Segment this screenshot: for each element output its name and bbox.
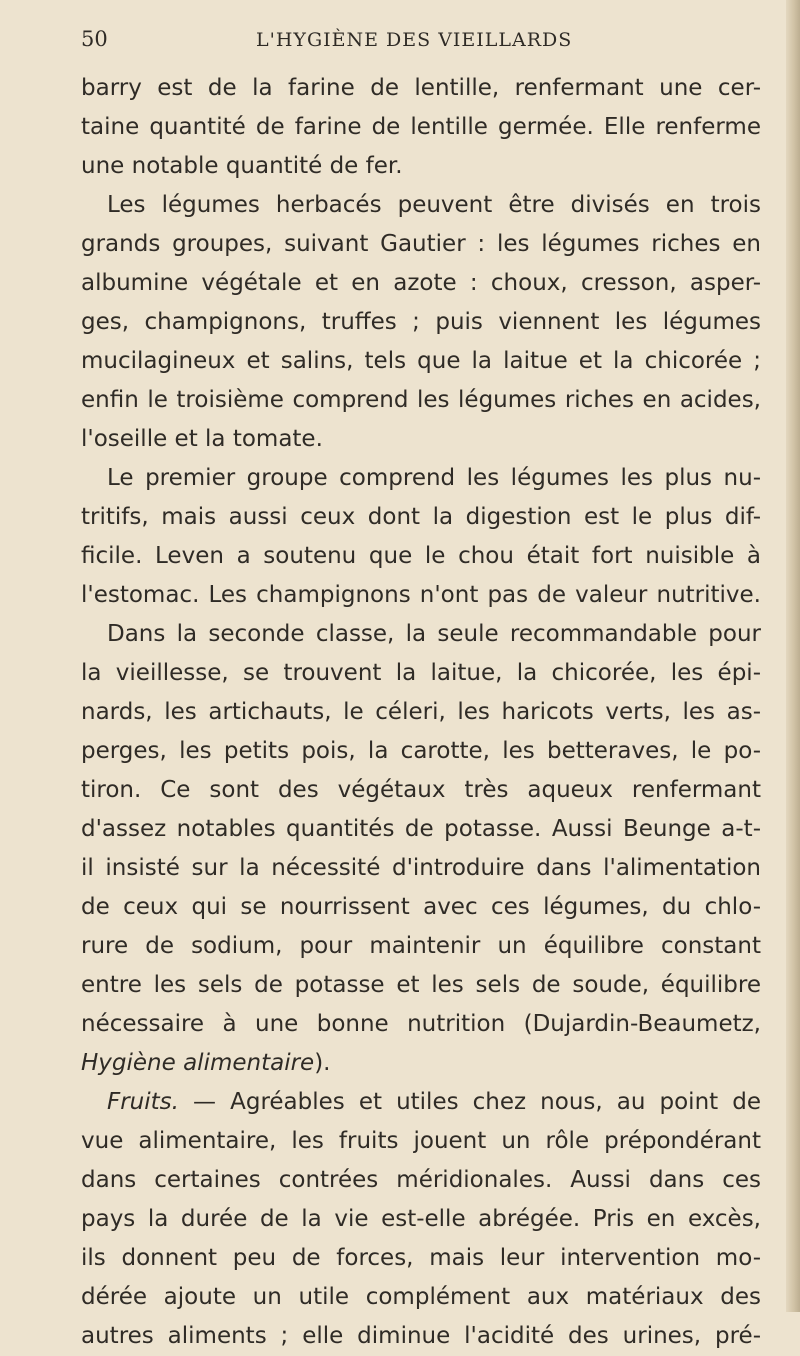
text-line: une notable quantité de fer. xyxy=(81,153,403,179)
page-header xyxy=(81,26,745,54)
running-title: L'HYGIÈNE DES VIEILLARDS xyxy=(256,29,573,51)
text-line: nards, les artichauts, le céleri, les haricots verts, les as- xyxy=(81,699,761,725)
citation-title: Hygiène alimentaire xyxy=(81,1050,315,1076)
text-line: Les légumes herbacés peuvent être divisés en trois xyxy=(107,192,761,218)
text-line: l'oseille et la tomate. xyxy=(81,426,323,452)
section-text: — Agréables et utiles chez nous, au point de xyxy=(178,1089,761,1115)
text-line: l'estomac. Les champignons n'ont pas de valeur nutritive. xyxy=(81,582,761,608)
body-text xyxy=(81,69,761,1356)
text-line: Le premier groupe comprend les légumes les plus nu- xyxy=(107,465,761,491)
text-line: perges, les petits pois, la carotte, les betteraves, le po- xyxy=(81,738,761,764)
text-line: tiron. Ce sont des végétaux très aqueux renfermant xyxy=(81,777,761,803)
text-line: pays la durée de la vie est-elle abrégée. Pris en excès, xyxy=(81,1206,761,1232)
text-line: dérée ajoute un utile complément aux matériaux des xyxy=(81,1284,761,1310)
text-line: ficile. Leven a soutenu que le chou était fort nuisible à xyxy=(81,543,761,569)
text-line: enfin le troisième comprend les légumes riches en acides, xyxy=(81,387,761,413)
citation-close: ). xyxy=(314,1050,331,1076)
text-line-section-start xyxy=(81,1083,761,1122)
text-line: entre les sels de potasse et les sels de soude, équilibre xyxy=(81,972,761,998)
text-line: la vieillesse, se trouvent la laitue, la chicorée, les épi- xyxy=(81,660,761,686)
page-edge xyxy=(786,0,800,1312)
text-line: albumine végétale et en azote : choux, cresson, asper- xyxy=(81,270,761,296)
section-heading-fruits: Fruits. xyxy=(107,1089,179,1115)
text-line: il insisté sur la nécessité d'introduire dans l'alimentation xyxy=(81,855,761,881)
text-line: autres aliments ; elle diminue l'acidité des urines, pré- xyxy=(81,1323,761,1349)
text-line-citation xyxy=(81,1044,761,1083)
text-line: barry est de la farine de lentille, renfermant une cer- xyxy=(81,75,761,101)
page-number: 50 xyxy=(81,27,108,51)
text-line: rure de sodium, pour maintenir un équilibre constant xyxy=(81,933,761,959)
text-line: taine quantité de farine de lentille germée. Elle renferme xyxy=(81,114,761,140)
text-line: grands groupes, suivant Gautier : les légumes riches en xyxy=(81,231,761,257)
text-line: nécessaire à une bonne nutrition (Dujardin-Beaumetz, xyxy=(81,1011,761,1037)
text-line: dans certaines contrées méridionales. Aussi dans ces xyxy=(81,1167,761,1193)
text-line: ils donnent peu de forces, mais leur intervention mo- xyxy=(81,1245,761,1271)
text-line: de ceux qui se nourrissent avec ces légumes, du chlo- xyxy=(81,894,761,920)
text-line: Dans la seconde classe, la seule recommandable pour xyxy=(107,621,761,647)
text-line: mucilagineux et salins, tels que la laitue et la chicorée ; xyxy=(81,348,761,374)
text-line: ges, champignons, truffes ; puis viennent les légumes xyxy=(81,309,761,335)
text-line: tritifs, mais aussi ceux dont la digestion est le plus dif- xyxy=(81,504,761,530)
text-line: d'assez notables quantités de potasse. Aussi Beunge a-t- xyxy=(81,816,761,842)
text-line: vue alimentaire, les fruits jouent un rôle prépondérant xyxy=(81,1128,761,1154)
